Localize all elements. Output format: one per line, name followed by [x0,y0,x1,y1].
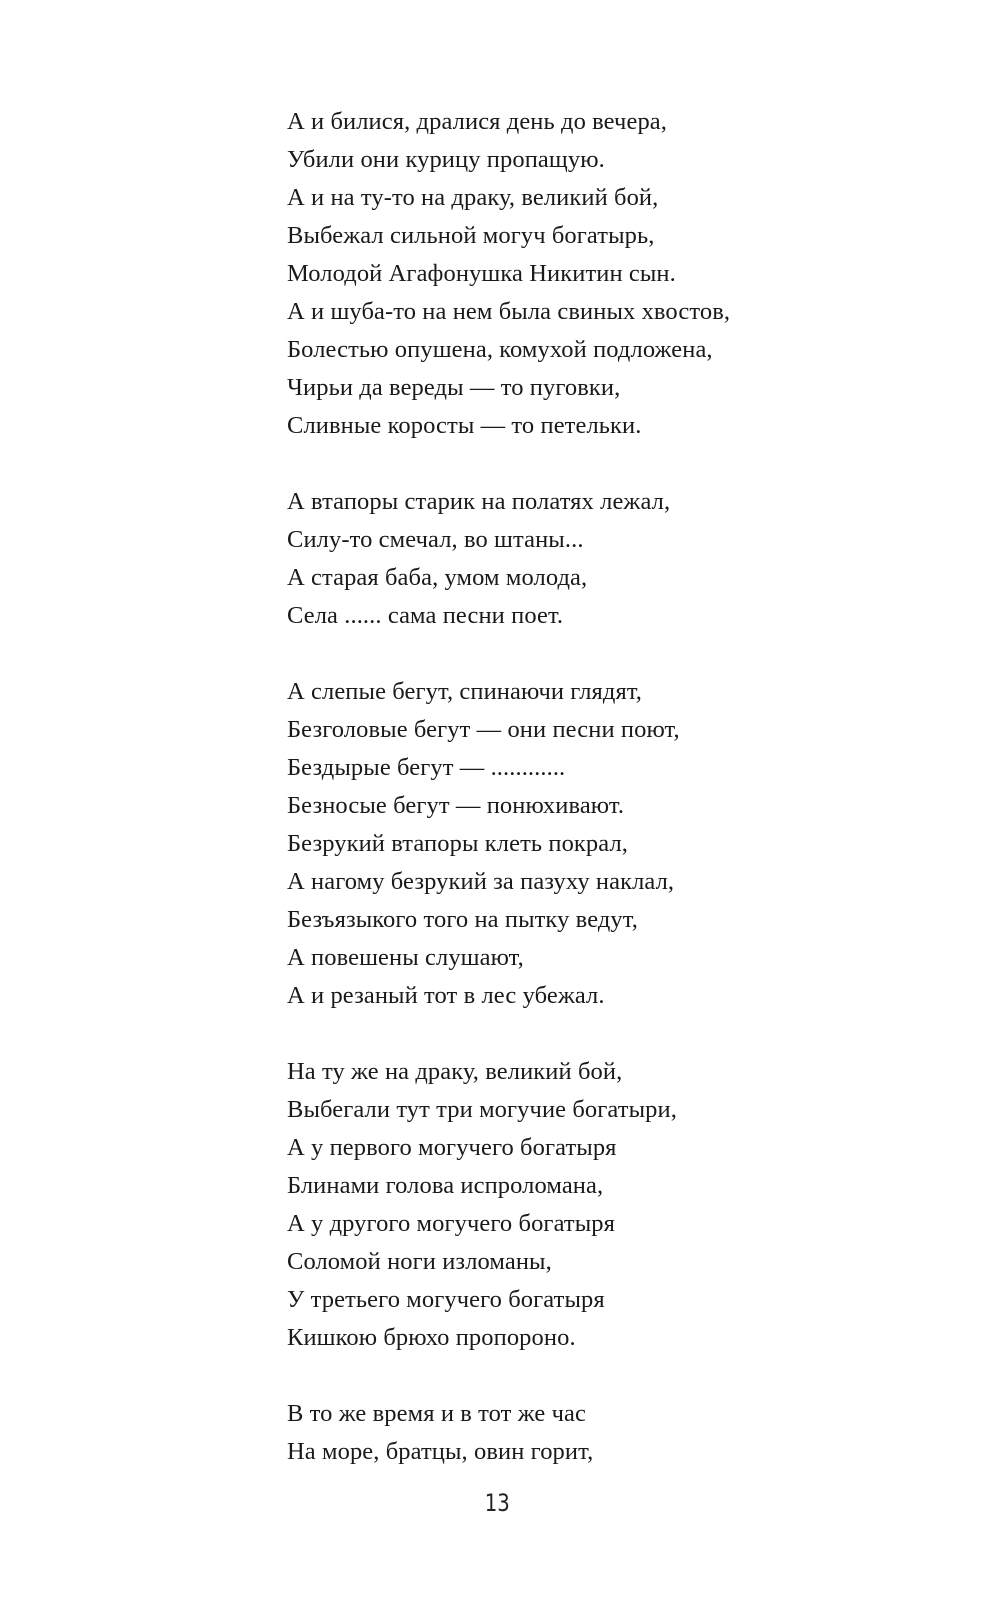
poem-text [287,103,887,1509]
verse-line: А и билися, дралися день до вечера, [287,108,667,135]
verse-line: Безносые бегут — понюхивают. [287,792,625,819]
verse-line: На ту же на драку, великий бой, [287,1058,623,1085]
verse-line: Сливные коросты — то петельки. [287,412,642,439]
verse-line: Кишкою брюхо пропороно. [287,1324,576,1351]
verse-line: Выбежал сильной могуч богатырь, [287,222,655,249]
verse-line: Чирьи да вереды — то пуговки, [287,374,621,401]
verse-line: А у другого могучего богатыря [287,1210,615,1237]
verse-line: Бездырые бегут — ............ [287,754,566,781]
verse-line: В то же время и в тот же час [287,1400,586,1427]
verse-line: На море, братцы, овин горит, [287,1438,594,1465]
verse-line: А повешены слушают, [287,944,524,971]
verse-line: Силу-то смечал, во штаны... [287,526,584,553]
verse-line: А старая баба, умом молода, [287,564,588,591]
stanza-3 [287,673,887,1015]
stanza-4 [287,1053,887,1357]
verse-line: Безголовые бегут — они песни поют, [287,716,680,743]
verse-line: Безрукий втапоры клеть покрал, [287,830,629,857]
verse-line: Болестью опушена, комухой подложена, [287,336,713,363]
verse-line: У третьего могучего богатыря [287,1286,605,1313]
verse-line: Безъязыкого того на пытку ведут, [287,906,638,933]
verse-line: А и резаный тот в лес убежал. [287,982,605,1009]
page-number: 13 [484,1489,510,1517]
verse-line: Соломой ноги изломаны, [287,1248,552,1275]
stanza-5 [287,1395,887,1471]
stanza-1 [287,103,887,445]
verse-line: Молодой Агафонушка Никитин сын. [287,260,676,287]
verse-line: А и на ту-то на драку, великий бой, [287,184,659,211]
verse-line: А втапоры старик на полатях лежал, [287,488,671,515]
stanza-2 [287,483,887,635]
verse-line: Выбегали тут три могучие богатыри, [287,1096,677,1123]
verse-line: А и шуба-то на нем была свиных хвостов, [287,298,731,325]
verse-line: А нагому безрукий за пазуху наклал, [287,868,675,895]
verse-line: А слепые бегут, спинаючи глядят, [287,678,643,705]
verse-line: Убили они курицу пропащую. [287,146,605,173]
verse-line: А у первого могучего богатыря [287,1134,617,1161]
verse-line: Села ...... сама песни поет. [287,602,564,629]
verse-line: Блинами голова испроломана, [287,1172,604,1199]
